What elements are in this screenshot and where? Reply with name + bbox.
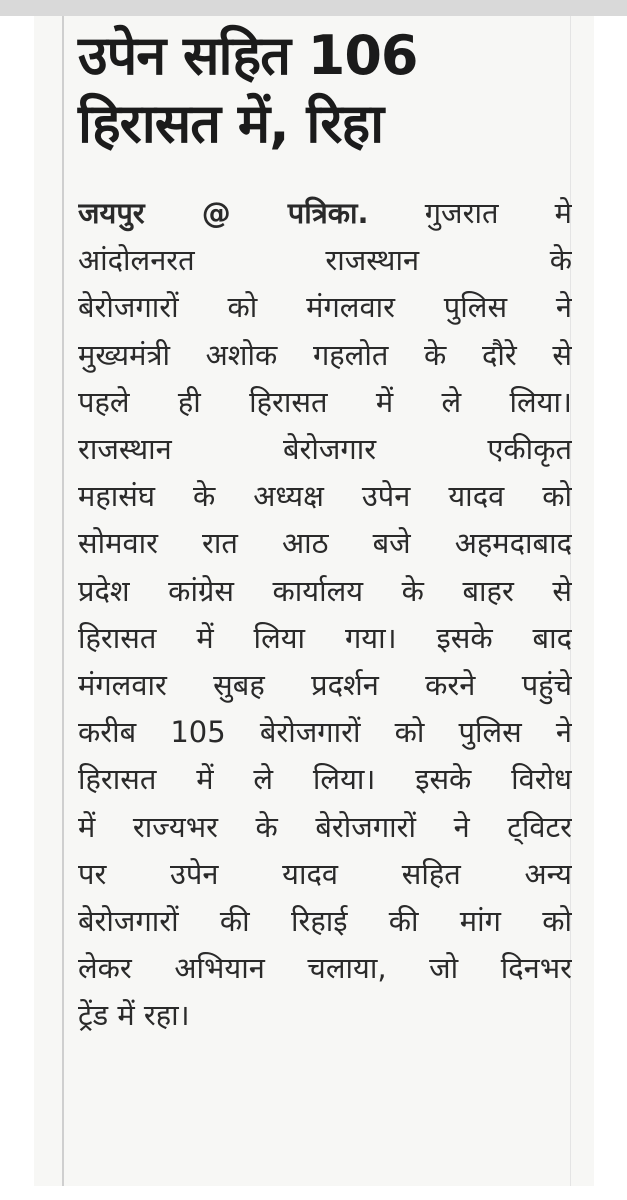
- article-line: राजस्थान बेरोजगार एकीकृत: [78, 432, 572, 467]
- column-divider: [62, 16, 64, 1186]
- headline-line-2: हिरासत में, रिहा: [78, 92, 384, 155]
- article-line-text: गुजरात मे: [368, 196, 572, 230]
- article-line: हिरासत में ले लिया। इसके विरोध: [78, 762, 572, 797]
- article-line: बेरोजगारों की रिहाई की मांग को: [78, 904, 572, 939]
- screenshot-top-bar: [0, 0, 627, 16]
- headline: [78, 22, 568, 158]
- headline-line-1: उपेन सहित 106: [78, 24, 418, 87]
- article-line: पर उपेन यादव सहित अन्य: [78, 856, 572, 891]
- article-line: हिरासत में लिया गया। इसके बाद: [78, 620, 572, 655]
- article-line: में राज्यभर के बेरोजगारों ने ट्विटर: [78, 809, 572, 844]
- article-line: सोमवार रात आठ बजे अहमदाबाद: [78, 526, 572, 561]
- article-line: मंगलवार सुबह प्रदर्शन करने पहुंचे: [78, 668, 572, 703]
- article-line: [78, 190, 572, 237]
- article-line: करीब 105 बेरोजगारों को पुलिस ने: [78, 715, 572, 750]
- article-line: लेकर अभियान चलाया, जो दिनभर: [78, 951, 572, 986]
- article-line: प्रदेश कांग्रेस कार्यालय के बाहर से: [78, 573, 572, 608]
- article-line: मुख्यमंत्री अशोक गहलोत के दौरे से: [78, 337, 572, 372]
- article-line: महासंघ के अध्यक्ष उपेन यादव को: [78, 479, 572, 514]
- article-line: पहले ही हिरासत में ले लिया।: [78, 384, 572, 419]
- article-line: बेरोजगारों को मंगलवार पुलिस ने: [78, 290, 572, 325]
- article-line: आंदोलनरत राजस्थान के: [78, 243, 572, 278]
- article-body: [78, 190, 572, 1040]
- article-line: ट्रेंड में रहा।: [78, 998, 190, 1033]
- dateline: जयपुर @ पत्रिका.: [78, 196, 369, 230]
